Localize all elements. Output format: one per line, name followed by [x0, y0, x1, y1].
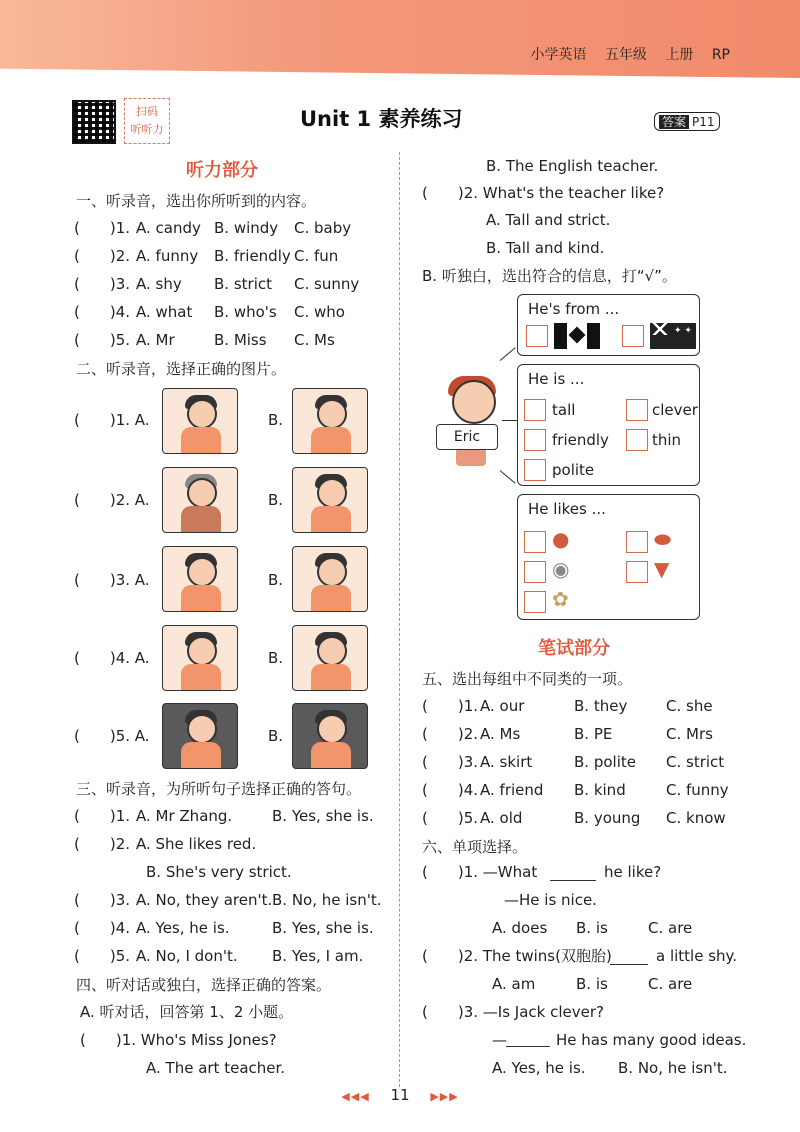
- option-b-label: B.: [268, 571, 284, 589]
- carrot-icon: ▼: [654, 557, 670, 581]
- option-a: A. what: [136, 303, 193, 321]
- checkbox-ginger[interactable]: [524, 591, 546, 613]
- picture-woman-strict-icon[interactable]: [162, 703, 238, 769]
- item-number: ( )4. A.: [74, 649, 150, 667]
- answer-blank[interactable]: [610, 964, 648, 965]
- option-thin: thin: [652, 431, 682, 449]
- mc-3-option-b: B. No, he isn't.: [618, 1059, 728, 1077]
- checkbox-tomato[interactable]: [524, 531, 546, 553]
- checkbox-potato[interactable]: [626, 531, 648, 553]
- listening-section-title: 听力部分: [186, 160, 258, 181]
- section-1-heading: 一、听录音，选出你所听到的内容。: [76, 192, 317, 210]
- option-b: B. windy: [214, 219, 279, 237]
- option-a: A. shy: [136, 275, 182, 293]
- option-b: B. young: [574, 809, 641, 827]
- mc-1-option-a: A. does: [492, 919, 548, 937]
- australia-flag-icon: [650, 323, 696, 349]
- item-number: ( )5.: [74, 331, 131, 349]
- checkbox-carrot[interactable]: [626, 561, 648, 583]
- mc-2-option-c: C. are: [648, 975, 693, 993]
- picture-boy-homework-icon[interactable]: [292, 546, 368, 612]
- writing-section-title: 笔试部分: [538, 638, 610, 659]
- item-number: ( )1. A.: [74, 411, 150, 429]
- option-a: A. skirt: [480, 753, 533, 771]
- item-number: ( )5. A.: [74, 727, 150, 745]
- item-number: ( )5.: [422, 809, 479, 827]
- option-a: A. Mr: [136, 331, 175, 349]
- option-a: A. candy: [136, 219, 201, 237]
- option-c: C. strict: [666, 753, 725, 771]
- option-b: B. who's: [214, 303, 277, 321]
- mc-question-1: ( )1. —What: [422, 863, 538, 881]
- qr-label-line-1: 扫码: [136, 105, 158, 118]
- option-b: B. friendly: [214, 247, 291, 265]
- item-number: ( )4.: [74, 303, 131, 321]
- option-b: B. PE: [574, 725, 613, 743]
- option-clever: clever: [652, 401, 698, 419]
- item-number: ( )3. A.: [74, 571, 150, 589]
- mc-1-option-b: B. is: [576, 919, 608, 937]
- question-1: ( )1. Who's Miss Jones?: [80, 1031, 277, 1049]
- picture-old-woman-piano-icon[interactable]: [162, 467, 238, 533]
- section-6-heading: 六、单项选择。: [422, 838, 528, 856]
- item-number: ( )1.: [422, 697, 479, 715]
- question-2-option-a: A. Tall and strict.: [486, 211, 611, 229]
- section-3-heading: 三、听录音，为所听句子选择正确的答句。: [76, 780, 362, 798]
- item-number: ( )3.: [74, 891, 131, 909]
- option-b: B. strict: [214, 275, 272, 293]
- edition-label: RP: [711, 47, 730, 63]
- mc-2-option-b: B. is: [576, 975, 608, 993]
- option-c: C. fun: [294, 247, 339, 265]
- is-box: [517, 364, 700, 486]
- checkbox-tall[interactable]: [524, 399, 546, 421]
- page-number: 11: [390, 1086, 410, 1104]
- onion-icon: ◉: [552, 557, 570, 581]
- item-number: ( )2. A.: [74, 491, 150, 509]
- option-c: C. who: [294, 303, 345, 321]
- mc-question-2: ( )2. The twins(双胞胎): [422, 947, 612, 965]
- answer-reference: [654, 112, 720, 131]
- from-box: [517, 294, 700, 356]
- grade-label: 五年级: [604, 47, 647, 63]
- answer-blank[interactable]: [550, 880, 596, 881]
- item-number: ( )5.: [74, 947, 131, 965]
- qr-label-line-2: 听听力: [130, 123, 164, 136]
- is-title: He is ...: [528, 370, 585, 388]
- answer-label: 答案: [659, 115, 689, 129]
- option-c: C. funny: [666, 781, 729, 799]
- header-band: [0, 0, 800, 78]
- option-tall: tall: [552, 401, 576, 419]
- option-c: C. know: [666, 809, 726, 827]
- checkbox-australia[interactable]: [622, 325, 644, 347]
- checkbox-clever[interactable]: [626, 399, 648, 421]
- option-a: A. our: [480, 697, 525, 715]
- option-b: B. they: [574, 697, 628, 715]
- mc-3-option-a: A. Yes, he is.: [492, 1059, 586, 1077]
- mc-1-option-c: C. are: [648, 919, 693, 937]
- option-b: B. Yes, she is.: [272, 919, 374, 937]
- option-a: A. Ms: [480, 725, 521, 743]
- connector-line: [500, 347, 516, 361]
- question-1-option-b: B. The English teacher.: [486, 157, 659, 175]
- connector-line: [502, 420, 518, 421]
- qr-listen-label: [124, 98, 170, 144]
- picture-boy-football-icon[interactable]: [292, 467, 368, 533]
- item-number: ( )2.: [74, 835, 131, 853]
- mc-question-1-reply: —He is nice.: [504, 891, 597, 909]
- option-c: C. sunny: [294, 275, 360, 293]
- option-b: B. Yes, I am.: [272, 947, 364, 965]
- checkbox-polite[interactable]: [524, 459, 546, 481]
- mc-question-3-reply: He has many good ideas.: [556, 1031, 747, 1049]
- ginger-icon: ✿: [552, 587, 569, 611]
- potato-icon: ⬬: [654, 527, 672, 551]
- qr-code-icon[interactable]: [72, 100, 116, 144]
- option-b-label: B.: [268, 491, 284, 509]
- column-divider: [399, 152, 400, 1087]
- mc-question-2-end: a little shy.: [656, 947, 738, 965]
- connector-line: [500, 470, 516, 484]
- volume-label: 上册: [665, 47, 694, 63]
- option-a: A. old: [480, 809, 523, 827]
- page-title: Unit 1 素养练习: [300, 107, 463, 131]
- part-b-instruction: B. 听独白，选出符合的信息，打“√”。: [422, 267, 677, 285]
- section-2-heading: 二、听录音，选择正确的图片。: [76, 360, 287, 378]
- page-footer: [0, 1086, 800, 1104]
- option-a: A. No, they aren't.: [136, 891, 273, 909]
- part-a-instruction: A. 听对话，回答第 1、2 小题。: [80, 1003, 294, 1021]
- option-b: B. Yes, she is.: [272, 807, 374, 825]
- mc-question-3-dash: —: [492, 1031, 507, 1049]
- item-number: ( )3.: [74, 275, 131, 293]
- question-1-option-a: A. The art teacher.: [146, 1059, 286, 1077]
- option-c: C. she: [666, 697, 713, 715]
- option-a: A. Mr Zhang.: [136, 807, 233, 825]
- canada-flag-icon: [554, 323, 600, 349]
- option-a: A. funny: [136, 247, 199, 265]
- mc-question-3: ( )3. —Is Jack clever?: [422, 1003, 604, 1021]
- item-number: ( )4.: [74, 919, 131, 937]
- book-info: [516, 44, 730, 64]
- arrows-right-icon: ▶▶▶: [430, 1090, 459, 1103]
- item-number: ( )3.: [422, 753, 479, 771]
- eric-name-tag: Eric: [436, 424, 498, 450]
- checkbox-thin[interactable]: [626, 429, 648, 451]
- question-2-option-b: B. Tall and kind.: [486, 239, 605, 257]
- item-number: ( )1.: [74, 219, 131, 237]
- option-a: A. Yes, he is.: [136, 919, 230, 937]
- option-b: B. kind: [574, 781, 626, 799]
- arrows-left-icon: ◀◀◀: [341, 1090, 370, 1103]
- option-b: B. No, he isn't.: [272, 891, 382, 909]
- option-polite: polite: [552, 461, 595, 479]
- picture-boy-eating-icon[interactable]: [162, 388, 238, 454]
- option-b: B. polite: [574, 753, 636, 771]
- option-b-label: B.: [268, 649, 284, 667]
- picture-boy-cooking-icon[interactable]: [162, 546, 238, 612]
- option-c: C. Ms: [294, 331, 335, 349]
- option-c: C. baby: [294, 219, 352, 237]
- picture-girl-writing-icon[interactable]: [292, 625, 368, 691]
- section-4-heading: 四、听对话或独白，选择正确的答案。: [76, 976, 332, 994]
- question-2: ( )2. What's the teacher like?: [422, 184, 665, 202]
- checkbox-friendly[interactable]: [524, 429, 546, 451]
- option-b-label: B.: [268, 411, 284, 429]
- picture-boy-waving-icon[interactable]: [292, 388, 368, 454]
- from-title: He's from ...: [528, 300, 620, 318]
- option-c: C. Mrs: [666, 725, 713, 743]
- item-number: ( )2.: [74, 247, 131, 265]
- option-a: A. friend: [480, 781, 544, 799]
- mc-2-option-a: A. am: [492, 975, 536, 993]
- eric-character: [444, 380, 504, 470]
- item-number: ( )4.: [422, 781, 479, 799]
- answer-blank[interactable]: [506, 1046, 550, 1047]
- option-b: B. She's very strict.: [146, 863, 292, 881]
- section-5-heading: 五、选出每组中不同类的一项。: [422, 670, 633, 688]
- option-a: A. She likes red.: [136, 835, 257, 853]
- item-number: ( )2.: [422, 725, 479, 743]
- option-friendly: friendly: [552, 431, 609, 449]
- option-b-label: B.: [268, 727, 284, 745]
- likes-box: [517, 494, 700, 620]
- item-number: ( )1.: [74, 807, 131, 825]
- subject-label: 小学英语: [530, 47, 587, 63]
- picture-woman-smiling-icon[interactable]: [292, 703, 368, 769]
- option-b: B. Miss: [214, 331, 267, 349]
- tomato-icon: ●: [552, 527, 570, 551]
- mc-question-1-end: he like?: [604, 863, 662, 881]
- option-a: A. No, I don't.: [136, 947, 238, 965]
- picture-mother-child-icon[interactable]: [162, 625, 238, 691]
- checkbox-canada[interactable]: [526, 325, 548, 347]
- answer-page: P11: [692, 115, 715, 129]
- checkbox-onion[interactable]: [524, 561, 546, 583]
- likes-title: He likes ...: [528, 500, 606, 518]
